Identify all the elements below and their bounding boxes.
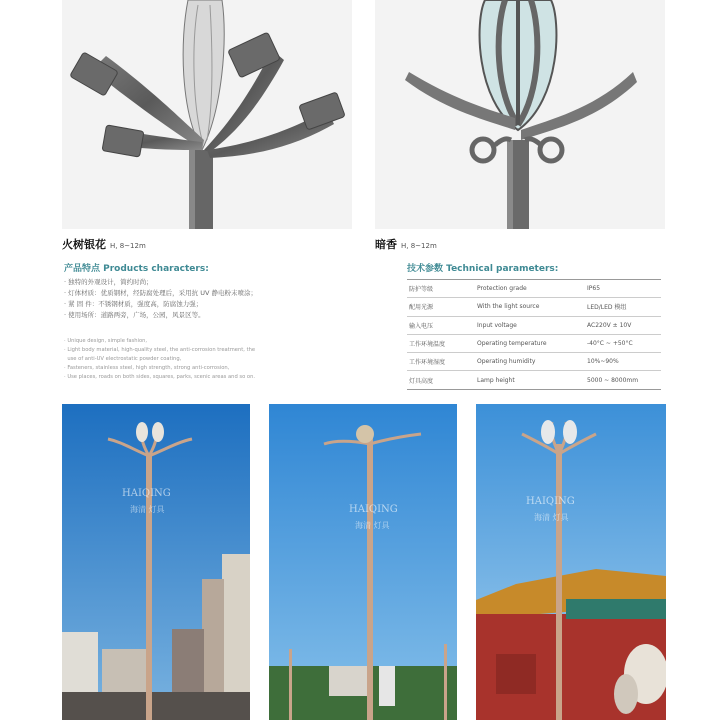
watermark-text-cn: 海清 灯具	[534, 513, 569, 522]
list-item: · 灯体材质：优质钢材，经防腐处理后，采用抗 UV 静电粉末喷涂；	[64, 289, 257, 297]
table-row: 输入电压 Input voltage AC220V ± 10V	[407, 316, 661, 334]
list-item: · 使用场所：道路两旁，广场，公园，风景区等。	[64, 311, 205, 319]
features-title: 产品特点 Products characters:	[64, 264, 209, 274]
product-title: 暗香	[375, 238, 397, 251]
list-item: use of anti-UV electrostatic powder coating,	[67, 356, 182, 362]
photo-temple	[476, 404, 666, 720]
list-item: · Light body material, high-quality steel, the anti-corrosion treatment, the	[64, 347, 256, 353]
watermark-text-cn: 海清 灯具	[355, 521, 390, 530]
table-row: 防护等级 Protection grade IP65	[407, 280, 661, 298]
technical-title: 技术参数 Technical parameters:	[407, 264, 559, 274]
features-list-cn	[64, 277, 364, 321]
photo-city-buildings	[62, 404, 250, 720]
product-name-right	[375, 236, 437, 252]
product-title: 火树银花	[62, 238, 106, 251]
watermark-text: HAIQING	[122, 488, 171, 499]
list-item: · Use places, roads on both sides, squares, parks, scenic areas and so on.	[64, 374, 256, 380]
table-row: 工作环境温度 Operating temperature -40°C ~ +50°C	[407, 334, 661, 352]
table-row: 灯具高度 Lamp height 5000 ~ 8000mm	[407, 371, 661, 389]
watermark-text-cn: 海清 灯具	[130, 505, 165, 514]
list-item: · Fasteners, stainless steel, high strength, strong anti-corrosion,	[64, 365, 230, 371]
lamp-illustration-left	[62, 0, 352, 229]
watermark-text: HAIQING	[526, 496, 575, 507]
product-render-left	[62, 0, 352, 229]
photo-park	[269, 404, 457, 720]
list-item: · Unique design, simple fashion,	[64, 338, 148, 344]
technical-table	[407, 279, 661, 390]
product-name-left	[62, 236, 146, 252]
product-height: H, 8~12m	[110, 242, 146, 250]
features-list-en	[64, 337, 364, 382]
product-render-right	[375, 0, 665, 229]
table-row: 工作环境湿度 Operating humidity 10%~90%	[407, 353, 661, 371]
list-item: · 紧 固 件：不锈钢材质，强度高，防腐蚀力强；	[64, 300, 203, 308]
table-row: 配用光源 With the light source LED/LED 模组	[407, 298, 661, 316]
lamp-illustration-right	[375, 0, 665, 229]
list-item: · 独特的外观设计，简约时尚；	[64, 278, 153, 286]
watermark-text: HAIQING	[349, 504, 398, 515]
product-height: H, 8~12m	[401, 242, 437, 250]
